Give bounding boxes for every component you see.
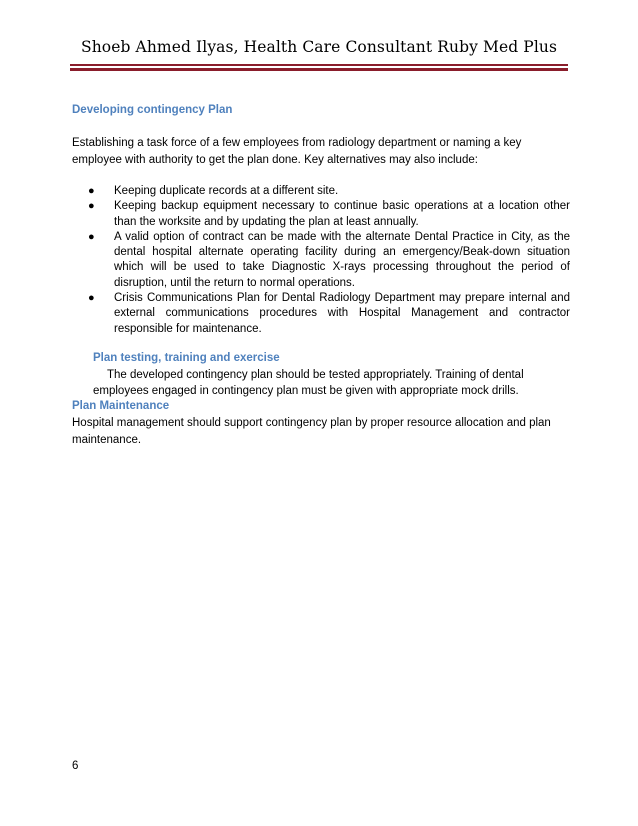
document-header-title: Shoeb Ahmed Ilyas, Health Care Consultant Ruby Med Plus [80, 38, 558, 56]
header-rule-thick [70, 68, 568, 71]
list-item-text: Keeping backup equipment necessary to continue basic operations at a location other than the worksite and by updating the plan at least annually. [114, 200, 570, 228]
bullet-icon: ● [88, 185, 95, 197]
alternatives-list [88, 184, 570, 337]
list-item-text: Crisis Communications Plan for Dental Radiology Department may prepare internal and external communications procedures with Hospital Management and contractor responsible for maintenance. [114, 292, 570, 335]
list-item-text: Keeping duplicate records at a different site. [114, 185, 339, 197]
page-number: 6 [72, 760, 79, 772]
bullet-icon: ● [88, 292, 95, 305]
list-item [88, 184, 570, 199]
bullet-icon: ● [88, 200, 95, 213]
list-item-text: A valid option of contract can be made with the alternate Dental Practice in City, as the dental hospital alternate operating facility during an emergency/Beak-down situation which will be used to take Diagnostic X-rays processing throughout the period of disruption, until the return to normal operations. [114, 230, 570, 289]
list-item [88, 291, 570, 337]
header-rule-thin [70, 64, 568, 66]
plan-maintenance-paragraph: Hospital management should support contingency plan by proper resource allocation and plan maintenance. [72, 417, 551, 446]
plan-testing-paragraph: The developed contingency plan should be tested appropriately. Training of dental employees engaged in contingency plan must be given with appropriate mock drills. [93, 369, 524, 397]
list-item [88, 230, 570, 291]
list-item [88, 199, 570, 230]
plan-testing-heading: Plan testing, training and exercise [93, 352, 280, 364]
section-heading: Developing contingency Plan [72, 104, 233, 116]
bullet-icon: ● [88, 230, 95, 243]
plan-maintenance-heading: Plan Maintenance [72, 400, 170, 412]
intro-paragraph: Establishing a task force of a few employees from radiology department or naming a key employee with authority to get the plan done. Key alternatives may also include: [72, 137, 522, 166]
